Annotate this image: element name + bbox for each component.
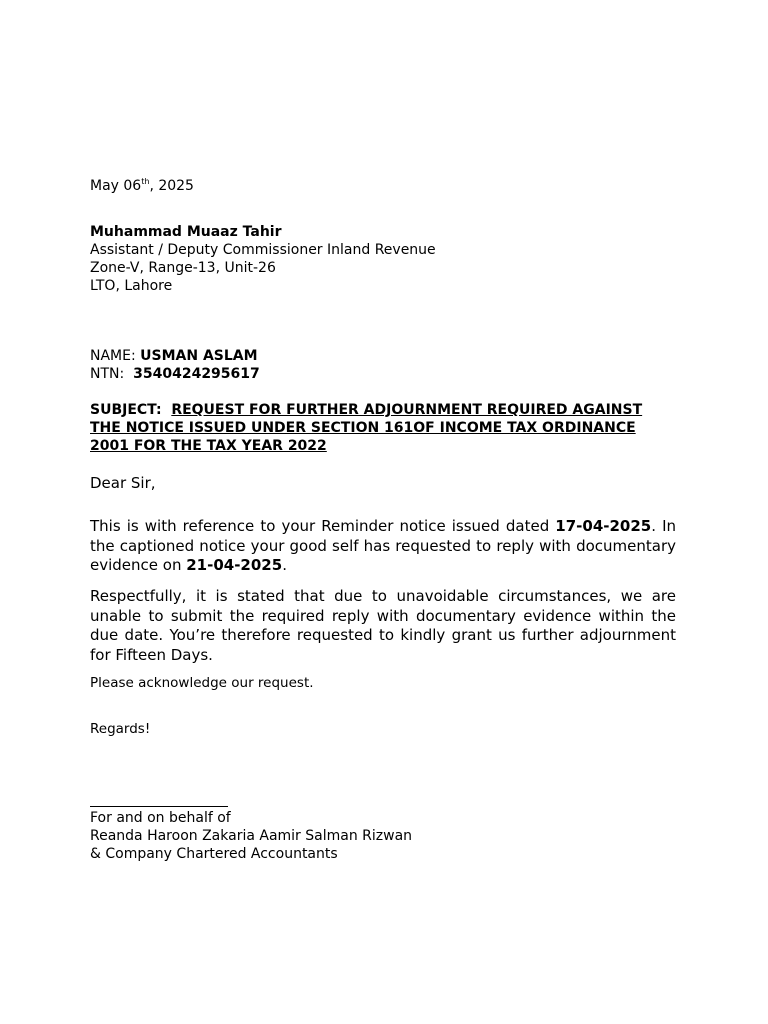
para1-part1: This is with reference to your Reminder notice issued dated — [90, 517, 556, 535]
ntn-label: NTN: — [90, 366, 125, 382]
acknowledge-line: Please acknowledge our request. — [90, 675, 314, 691]
date-suffix: , 2025 — [149, 178, 194, 194]
name-label: NAME: — [90, 348, 136, 364]
para1-part3: . — [282, 556, 287, 574]
date-superscript: th — [141, 177, 150, 186]
date-prefix: May 06 — [90, 178, 142, 194]
signature-firm-type: & Company Chartered Accountants — [90, 846, 338, 862]
subject-text: REQUEST FOR FURTHER ADJOURNMENT REQUIRED AGAINST THE NOTICE ISSUED UNDER SECTION 161OF INCOME TAX ORDINANCE 2001 FOR THE TAX YEAR 2022 — [90, 402, 643, 454]
recipient-name: Muhammad Muaaz Tahir — [90, 224, 282, 240]
taxpayer-name-line — [90, 347, 260, 365]
paragraph-reference — [90, 517, 676, 576]
taxpayer-block — [90, 347, 260, 383]
due-date: 21-04-2025 — [186, 556, 283, 574]
recipient-designation: Assistant / Deputy Commissioner Inland Revenue — [90, 242, 436, 258]
subject-line — [90, 401, 676, 455]
ntn-value: 3540424295617 — [133, 366, 260, 382]
signature-block — [90, 809, 412, 863]
name-value: USMAN ASLAM — [140, 348, 258, 364]
notice-date: 17-04-2025 — [555, 517, 652, 535]
signature-behalf: For and on behalf of — [90, 810, 231, 826]
recipient-unit: Zone-V, Range-13, Unit-26 — [90, 260, 276, 276]
paragraph-request: Respectfully, it is stated that due to unavoidable circumstances, we are unable to submit the required reply with documentary evidence within the due date. You’re therefore requested to kindly grant us further adjournment for Fifteen Days. — [90, 587, 676, 664]
signature-line — [90, 806, 228, 807]
taxpayer-ntn-line — [90, 365, 260, 383]
para1-part2: . In the captioned notice your good self has requested to reply with documentary evidence on — [90, 517, 676, 574]
signature-firm-name: Reanda Haroon Zakaria Aamir Salman Rizwan — [90, 828, 413, 844]
regards-line: Regards! — [90, 721, 151, 737]
recipient-block — [90, 223, 436, 295]
salutation: Dear Sir, — [90, 474, 156, 492]
recipient-office: LTO, Lahore — [90, 278, 173, 294]
subject-label: SUBJECT: — [90, 402, 162, 418]
letter-date — [90, 177, 194, 195]
